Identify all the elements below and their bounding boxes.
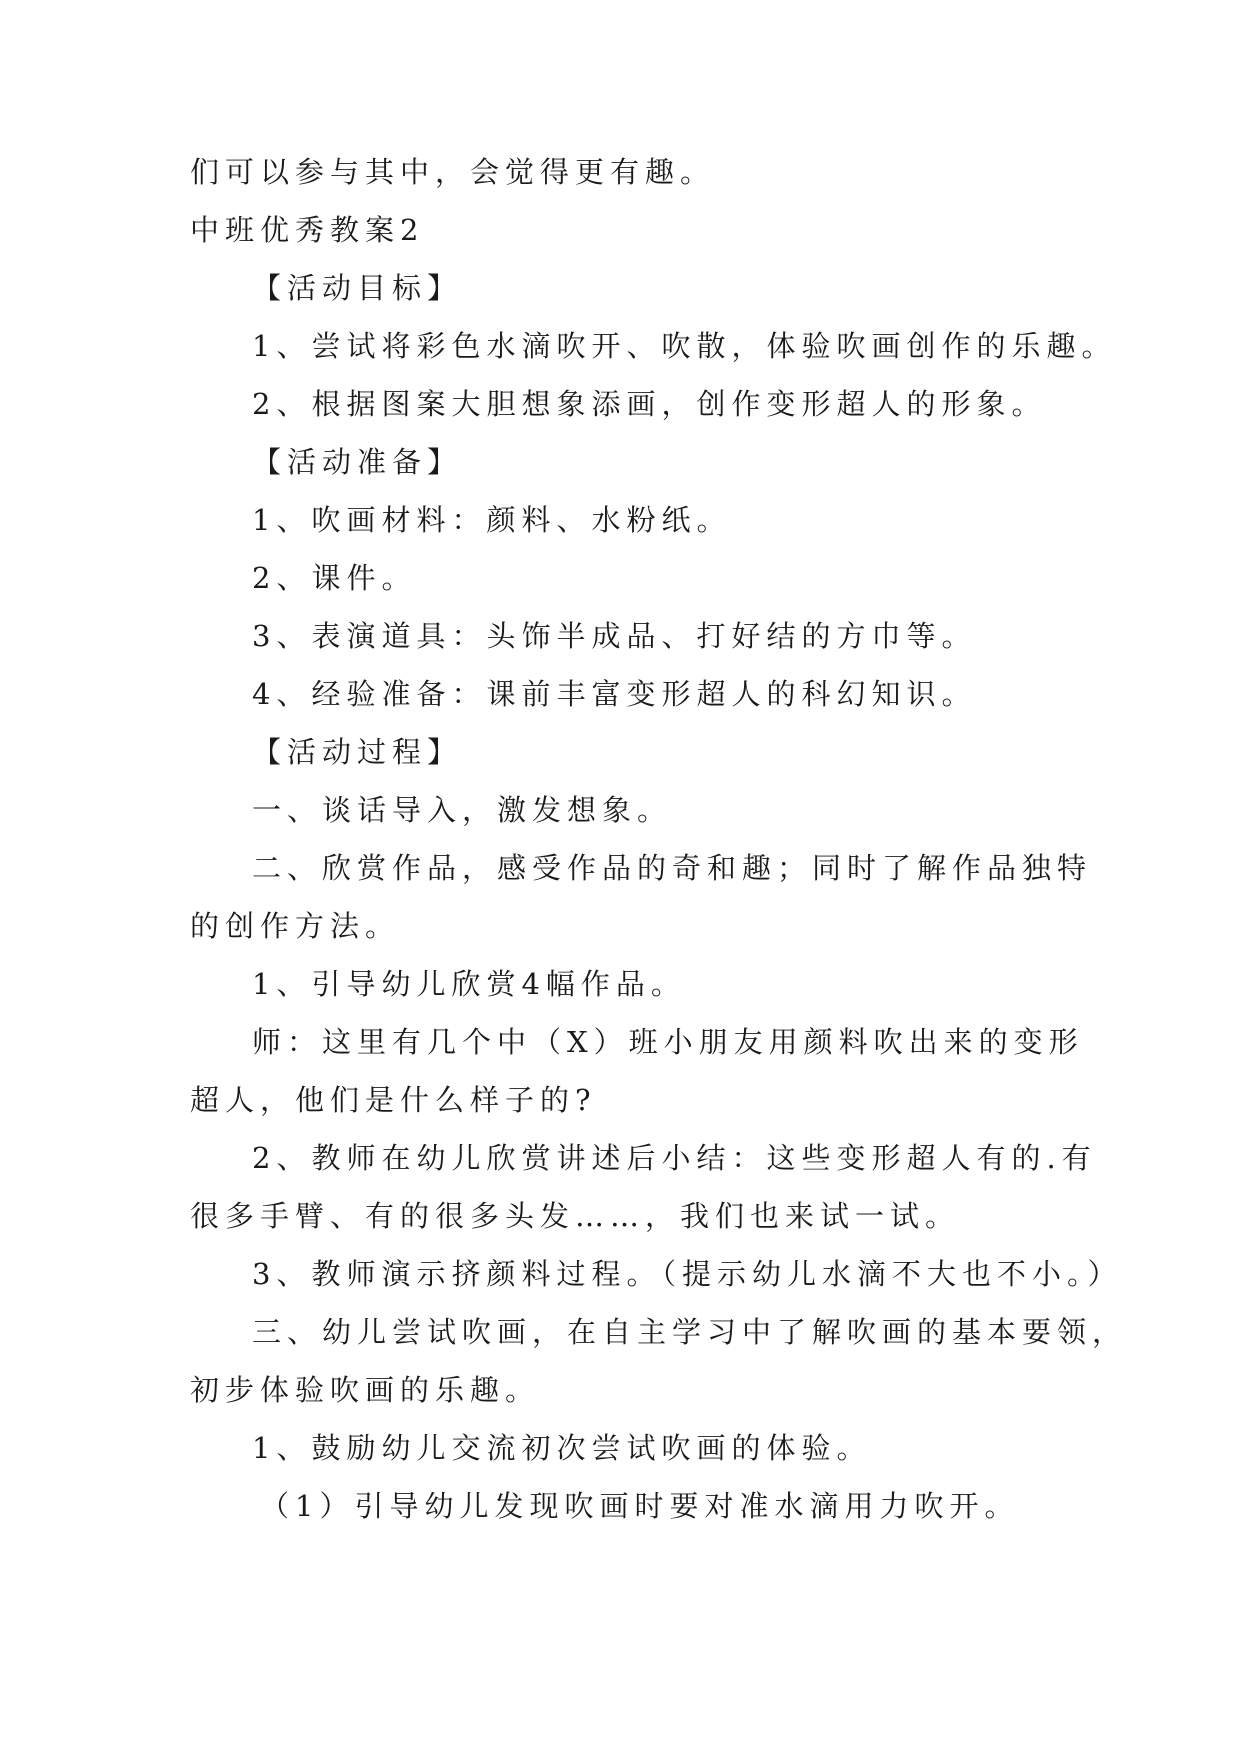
paragraph-line: 超人，他们是什么样子的?: [190, 1083, 597, 1117]
paragraph-line: 2、根据图案大胆想象添画，创作变形超人的形象。: [252, 387, 1047, 421]
paragraph-line: 师：这里有几个中（X）班小朋友用颜料吹出来的变形: [252, 1025, 1084, 1059]
paragraph-line: 2、教师在幼儿欣赏讲述后小结：这些变形超人有的.有: [252, 1141, 1097, 1175]
paragraph-line: 初步体验吹画的乐趣。: [190, 1373, 541, 1407]
section-heading: 【活动目标】: [252, 271, 463, 305]
section-title: 中班优秀教案2: [190, 213, 425, 247]
paragraph-line: 1、鼓励幼儿交流初次尝试吹画的体验。: [252, 1431, 872, 1465]
paragraph-line: 二、欣赏作品，感受作品的奇和趣；同时了解作品独特: [252, 851, 1093, 885]
paragraph-line: 3、表演道具：头饰半成品、打好结的方巾等。: [252, 619, 977, 653]
paragraph-line: （1）引导幼儿发现吹画时要对准水滴用力吹开。: [260, 1489, 1020, 1523]
paragraph-line: 一、谈话导入，激发想象。: [252, 793, 673, 827]
paragraph-line: 1、尝试将彩色水滴吹开、吹散，体验吹画创作的乐趣。: [252, 329, 1117, 363]
paragraph-line: 们可以参与其中，会觉得更有趣。: [190, 155, 716, 189]
paragraph-line: 的创作方法。: [190, 909, 401, 943]
paragraph-line: 3、教师演示挤颜料过程。（提示幼儿水滴不大也不小。）: [252, 1257, 1123, 1291]
paragraph-line: 三、幼儿尝试吹画，在自主学习中了解吹画的基本要领，: [252, 1315, 1128, 1349]
paragraph-line: 4、经验准备：课前丰富变形超人的科幻知识。: [252, 677, 977, 711]
paragraph-line: 很多手臂、有的很多头发……，我们也来试一试。: [190, 1199, 961, 1233]
section-heading: 【活动过程】: [252, 735, 463, 769]
paragraph-line: 1、引导幼儿欣赏4幅作品。: [252, 967, 686, 1001]
section-heading: 【活动准备】: [252, 445, 463, 479]
paragraph-line: 2、课件。: [252, 561, 417, 595]
paragraph-line: 1、吹画材料：颜料、水粉纸。: [252, 503, 732, 537]
